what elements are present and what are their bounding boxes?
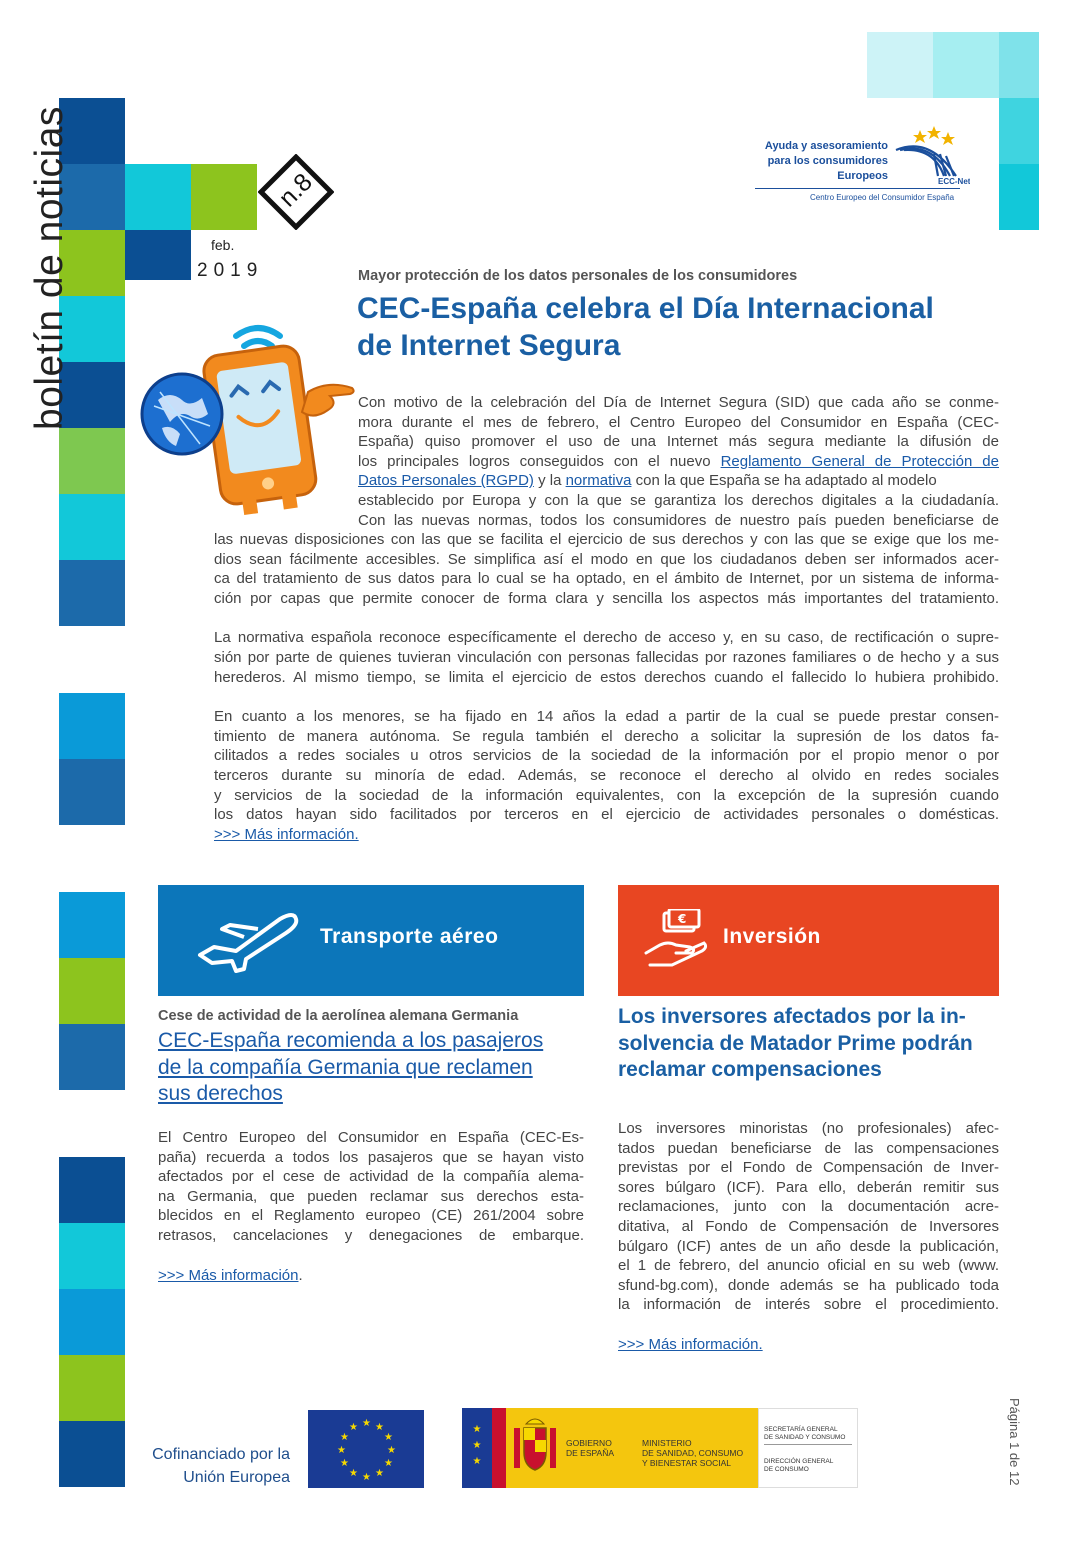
investment-body: Los inversores minoristas (no profesionales) afec- tados puedan beneficiarse de las compensaciones previstas por el Fondo de Compensación de Inver- sores búlgaro (ICF). Para ello, deberán remitir sus reclamaciones, junto con la documentación acre- ditativa, al Fondo de Compensación de Inversores búlgaro (ICF) antes de un año desde la publicación, el 1 de febrero, del anuncio oficial en su web (www. sfund-bg.com), donde además se ha publicado toda la información de interés sobre el procedimiento. >>> Más información. [618,1120,999,1353]
svg-text:★: ★ [387,1445,396,1456]
svg-text:★: ★ [362,1418,371,1429]
transport-title-link-3[interactable]: sus derechos [158,1082,283,1105]
svg-text:★: ★ [375,1422,384,1433]
main-article-kicker: Mayor protección de los datos personales de los consumidores [358,268,798,284]
svg-text:€: € [678,912,687,926]
airplane-icon [192,907,302,973]
svg-text:★: ★ [349,1422,358,1433]
money-hand-icon [642,909,714,971]
svg-text:★: ★ [384,1458,393,1469]
spanish-government-logo: ★ ★ ★ GOBIERNO DE ESPAÑA MINISTERIO DE SANIDAD, CONSUMO Y BIENESTAR SOCIAL SECRETARÍA GENERAL DE SANIDAD Y CONSUMO DIRECCIÓN GENERAL DE CONSUMO [462,1408,858,1488]
svg-text:★: ★ [349,1468,358,1479]
svg-text:★: ★ [384,1432,393,1443]
ecc-net-emblem-icon [890,124,970,186]
transport-banner-label: Transporte aéreo [320,925,499,948]
svg-text:★: ★ [375,1468,384,1479]
svg-text:★: ★ [362,1472,371,1483]
svg-text:★: ★ [340,1458,349,1469]
rgpd-link-continued[interactable]: Datos Personales (RGPD) [358,472,534,490]
transport-kicker: Cese de actividad de la aerolínea alemana Germania [158,1008,519,1024]
transport-title-link-1[interactable]: CEC-España recomienda a los pasajeros [158,1029,544,1052]
main-article-title: CEC-España celebra el Día Internacional de Internet Segura [357,292,934,362]
investment-banner-label: Inversión [723,925,821,948]
transport-title-link-2[interactable]: de la compañía Germania que reclamen [158,1055,533,1079]
main-article-body-narrow: Con motivo de la celebración del Día de Internet Segura (SID) que cada año se conme- mora durante el mes de febrero, el Centro Europeo del Consumidor en España (CEC- España) quiso promover el uso de una Internet más segura mediante la difusión de los principales logros conseguidos con el nuevo Reglamento General de Protección de Datos Personales (RGPD) y la normativa con la que España se ha adaptado al modelo establecido por Europa y con la que se garantiza los derechos digitales a la ciudadanía. Con las nuevas normas, todos los consumidores de nuestro país pueden beneficiarse de [358,394,999,529]
page-number: Página 1 de 12 [1007,1398,1022,1486]
investment-title: Los inversores afectados por la in- solvencia de Matador Prime podrán reclamar compensaciones [618,1005,973,1081]
transport-banner [158,885,584,996]
main-article-body-wide: las nuevas disposiciones con las que se facilita el ejercicio de sus derechos y con las que se exige que los me- dios sean fácilmente accesibles. Se simplifica así el modo en que los ciudadanos deben ser informados acer- ca del tratamiento de sus datos para lo cual se ha optado, en el ámbito de Internet, por un sistema de informa- ción por capas que permite conocer de forma clara y sencilla los aspectos más importantes del tratamiento. La normativa española reconoce específicamente el derecho de acceso y, en su caso, de rectificación o supre- sión por parte de quienes tuvieran vinculación con personas fallecidas por razones familiares o de hecho y a sus herederos. Al mismo tiempo, se limita el ejercicio de estos derechos cuando el fallecido lo hubiera prohibido. En cuanto a los menores, se ha fijado en 14 años la edad a partir de la cual se puede prestar consen- timiento de manera autónoma. Se regula también el derecho a solicitar la supresión de los datos fa- cilitados a redes sociales u otros servicios de la sociedad de la información por el propio menor o por terceros durante su minoría de edad. Además, se reconoce el derecho al olvido en redes sociales y servicios de la sociedad de la información equivalentes, con la excepción de la supresión cuando los datos hayan sido facilitados por terceros en el ejercicio de actividades personales o domésticas. >>> Más información. [214,531,999,843]
svg-text:★: ★ [337,1445,346,1456]
svg-text:ECC-Net: ECC-Net [938,177,970,186]
eu-cofinance-text: Cofinanciado por la Unión Europea [152,1446,290,1486]
rgpd-link[interactable]: Reglamento General de Protección de [720,452,999,470]
eu-flag [308,1410,424,1488]
svg-text:★: ★ [340,1432,349,1443]
transport-title[interactable] [158,1028,543,1108]
newsletter-vertical-title: boletín de noticias [28,106,71,430]
investment-more-info-link[interactable]: >>> Más información. [618,1335,763,1353]
issue-number-badge: n.8 [258,154,334,230]
transport-more-info-link[interactable]: >>> Más información [158,1266,299,1284]
issue-month: feb. [211,237,235,253]
wifi-icon [236,328,280,346]
transport-body: El Centro Europeo del Consumidor en España (CEC-Es- paña) recuerda a todos los pasajeros que se hayan visto afectados por el cese de actividad de la compañía alema- na Germania, que pueden reclamar sus derechos esta- blecidos en el Reglamento europeo (CE) 261/2004 sobre retrasos, cancelaciones y denegaciones de embarque. >>> Más información. [158,1129,584,1284]
ecc-net-logo: Ayuda y asesoramiento para los consumidores Europeos ECC-Net Centro Europeo del Consumidor España [740,124,970,214]
issue-year: 2019 [197,260,264,281]
safe-internet-mascot [140,306,358,516]
normativa-link[interactable]: normativa [565,472,632,490]
coat-of-arms-icon [510,1414,560,1478]
investment-banner [618,885,999,996]
main-more-info-link[interactable]: >>> Más información. [214,825,359,843]
